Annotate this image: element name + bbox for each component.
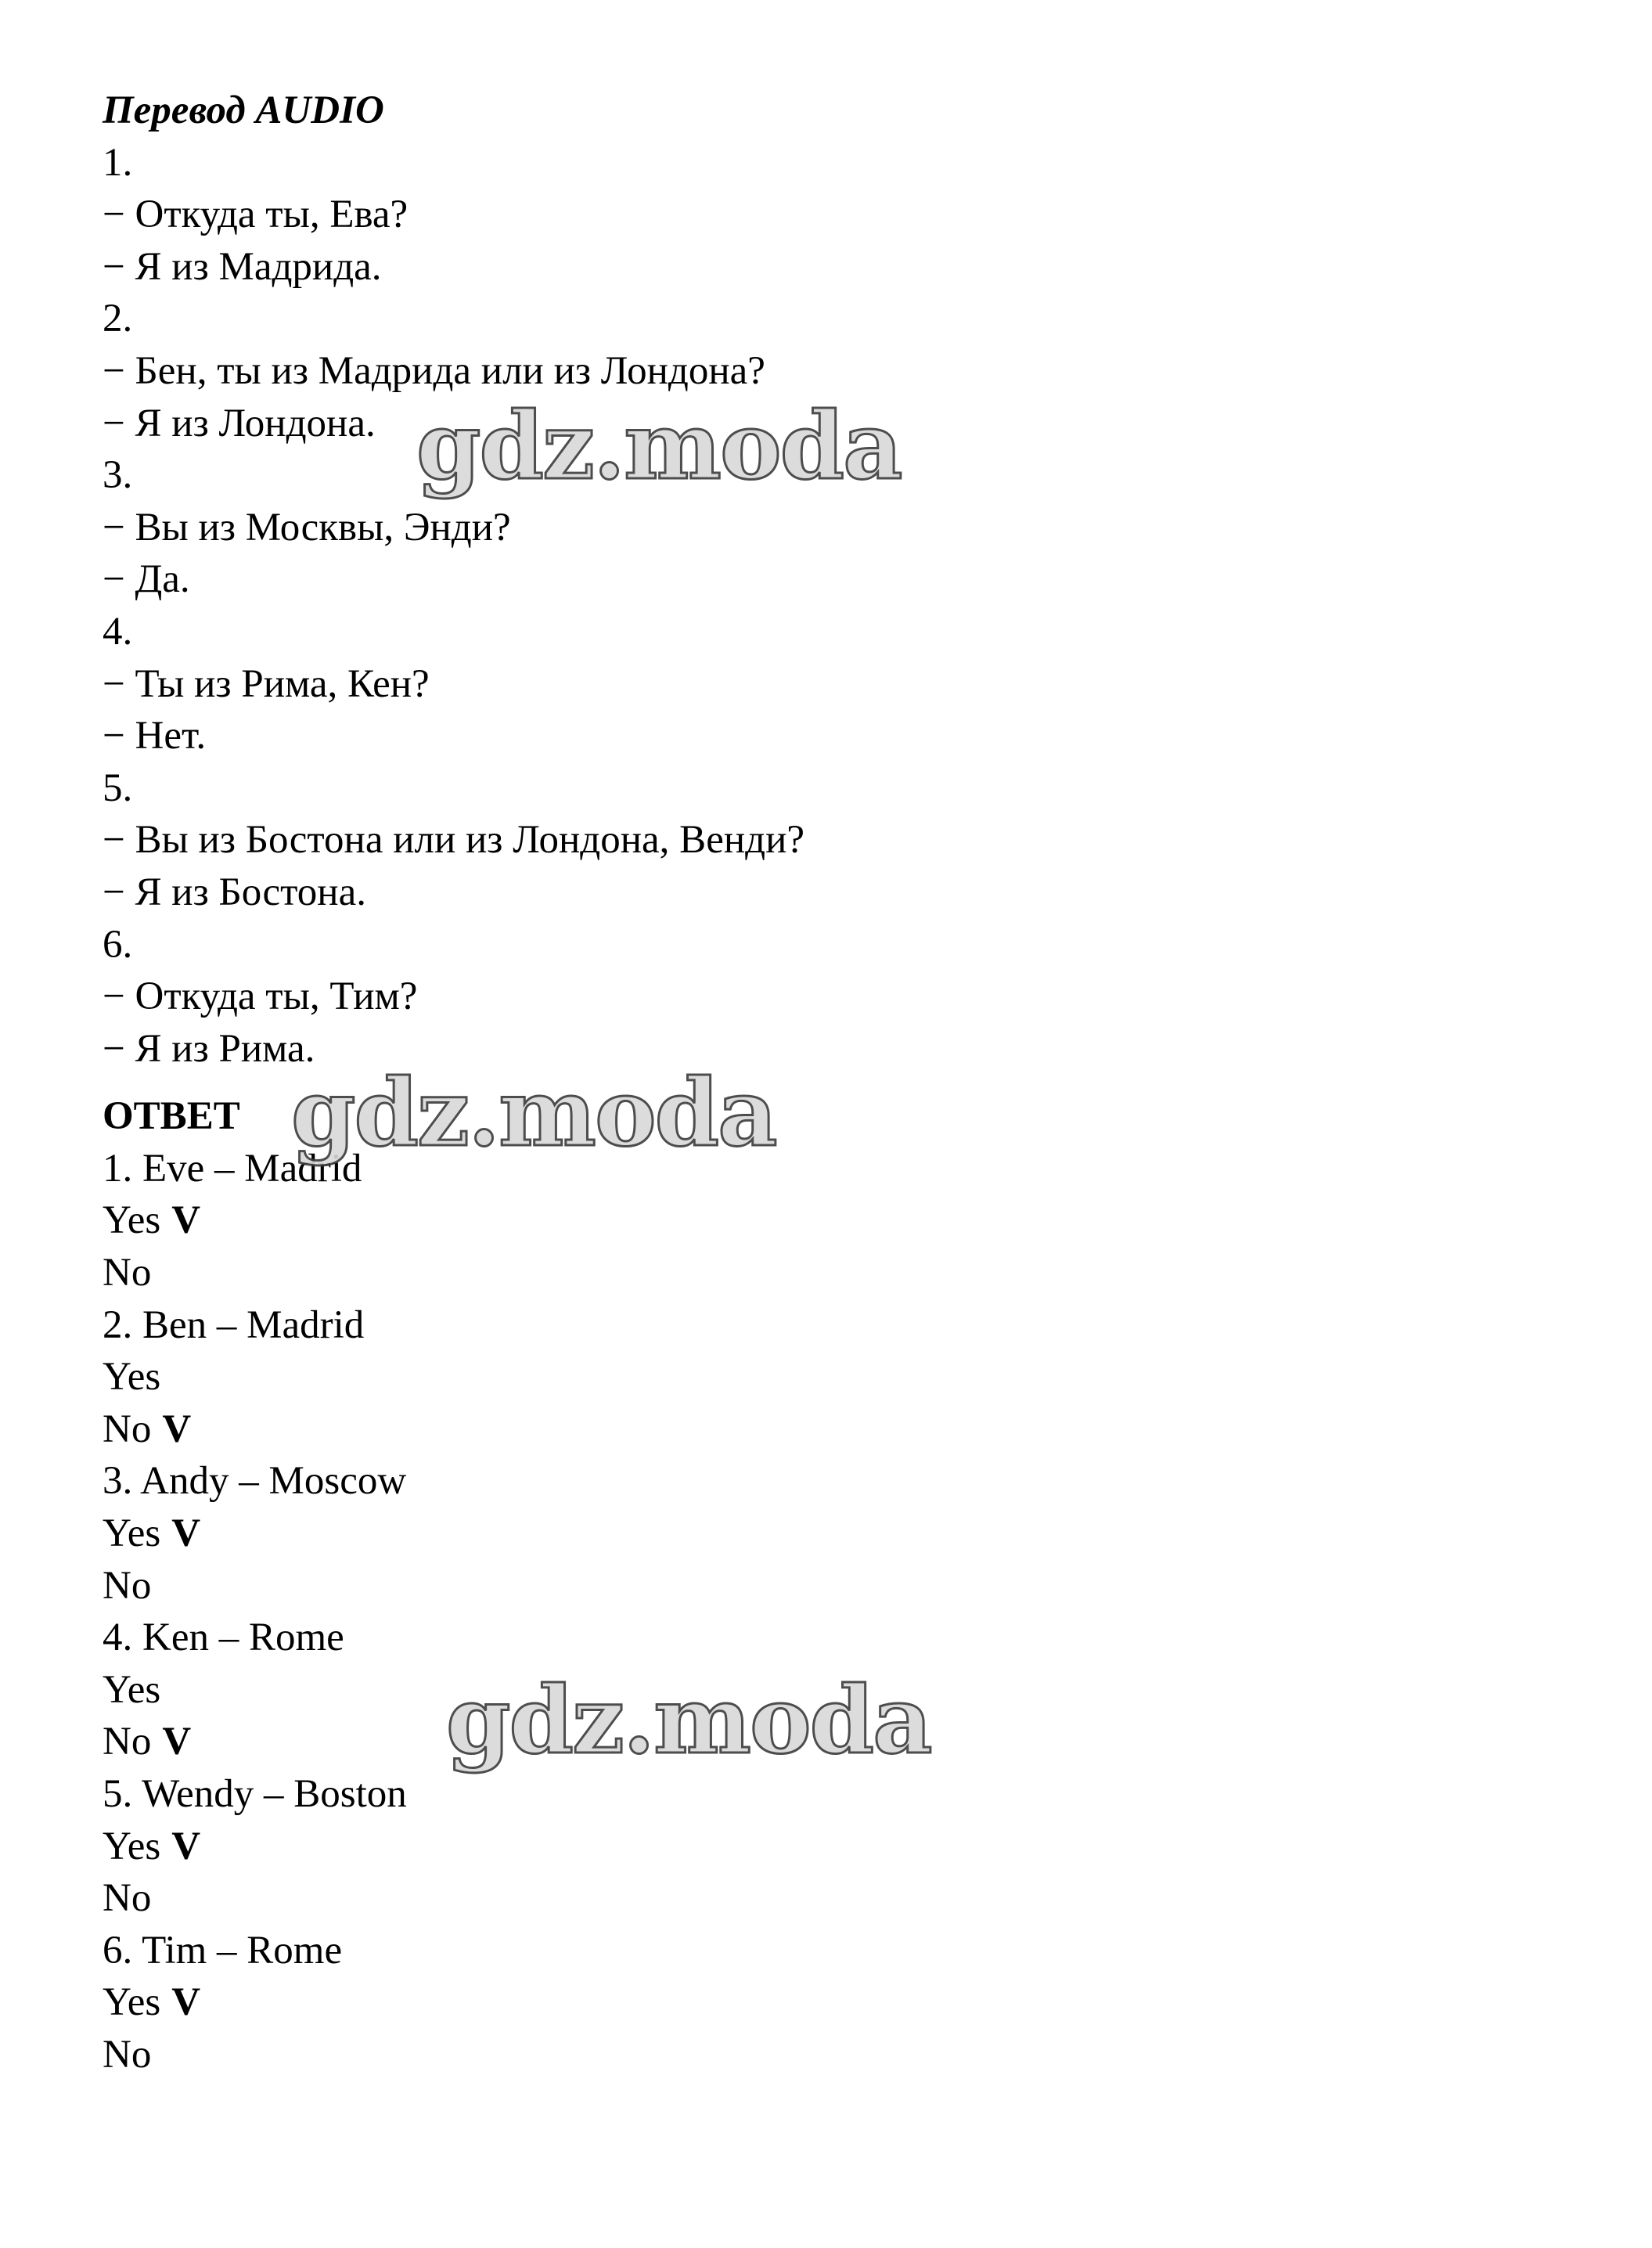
option-text: Yes <box>103 1667 161 1712</box>
answer-item-label: 3. Andy – Moscow <box>103 1459 407 1504</box>
dialog-line: − Ты из Рима, Кен? <box>103 661 430 706</box>
answer-option-yes <box>103 1508 1589 1560</box>
answer-option-no <box>103 1247 1589 1299</box>
dialog-number: 4. <box>103 609 133 654</box>
dialog-line: − Откуда ты, Тим? <box>103 974 418 1019</box>
dialog-number: 6. <box>103 922 133 967</box>
answer-option-yes <box>103 1664 1589 1717</box>
answer-option-yes <box>103 1821 1589 1873</box>
dialog-line: − Я из Бостона. <box>103 870 366 914</box>
translation-dialogs <box>103 137 1589 1075</box>
option-text: Yes <box>103 1824 161 1868</box>
option-text: Yes <box>103 1198 161 1243</box>
answer-item-label: 2. Ben – Madrid <box>103 1302 365 1347</box>
answer-option-no <box>103 1716 1589 1768</box>
dialog-number: 1. <box>103 140 133 185</box>
dialog-line: − Я из Рима. <box>103 1026 315 1071</box>
dialog-number: 2. <box>103 297 133 341</box>
check-mark: V <box>171 1198 201 1243</box>
translation-title: Перевод AUDIO <box>103 88 384 132</box>
section-gap <box>103 1075 1589 1090</box>
dialog-number: 3. <box>103 453 133 498</box>
option-text: No <box>103 1876 152 1921</box>
option-text: No <box>103 2032 152 2077</box>
answer-option-yes <box>103 1976 1589 2029</box>
dialog-line: − Бен, ты из Мадрида или из Лондона? <box>103 348 765 393</box>
dialog-line: − Нет. <box>103 714 207 758</box>
option-text: No <box>103 1563 152 1608</box>
answer-item-label: 1. Eve – Madrid <box>103 1146 362 1191</box>
answer-option-yes <box>103 1194 1589 1247</box>
check-mark: V <box>171 1980 201 2025</box>
dialog-line: − Вы из Бостона или из Лондона, Венди? <box>103 818 805 863</box>
option-text: Yes <box>103 1511 161 1556</box>
option-text: No <box>103 1407 152 1451</box>
option-text: Yes <box>103 1355 161 1400</box>
check-mark: V <box>171 1511 201 1556</box>
answer-list <box>103 1143 1589 2081</box>
dialog-line: − Откуда ты, Ева? <box>103 193 409 237</box>
document-page <box>103 85 1589 2081</box>
answer-item-label: 6. Tim – Rome <box>103 1928 343 1972</box>
answer-option-no <box>103 2029 1589 2081</box>
option-text: No <box>103 1720 152 1764</box>
dialog-line: − Я из Мадрида. <box>103 244 382 289</box>
dialog-line: − Да. <box>103 557 190 602</box>
answer-item-label: 4. Ken – Rome <box>103 1616 344 1660</box>
answer-option-no <box>103 1872 1589 1925</box>
option-text: Yes <box>103 1980 161 2025</box>
check-mark: V <box>171 1824 201 1868</box>
answer-option-no <box>103 1403 1589 1456</box>
watermark-logo: gdz.moda <box>291 1058 776 1167</box>
answer-heading: ОТВЕТ <box>103 1094 240 1139</box>
dialog-line: − Вы из Москвы, Энди? <box>103 505 511 549</box>
dialog-line: − Я из Лондона. <box>103 401 376 445</box>
watermark-logo: gdz.moda <box>416 391 902 500</box>
answer-option-no <box>103 1560 1589 1612</box>
option-text: No <box>103 1251 152 1295</box>
check-mark: V <box>162 1720 192 1764</box>
dialog-number: 5. <box>103 766 133 810</box>
answer-option-yes <box>103 1351 1589 1403</box>
watermark-logo: gdz.moda <box>446 1666 931 1774</box>
answer-item-label: 5. Wendy – Boston <box>103 1772 407 1816</box>
check-mark: V <box>162 1407 192 1451</box>
